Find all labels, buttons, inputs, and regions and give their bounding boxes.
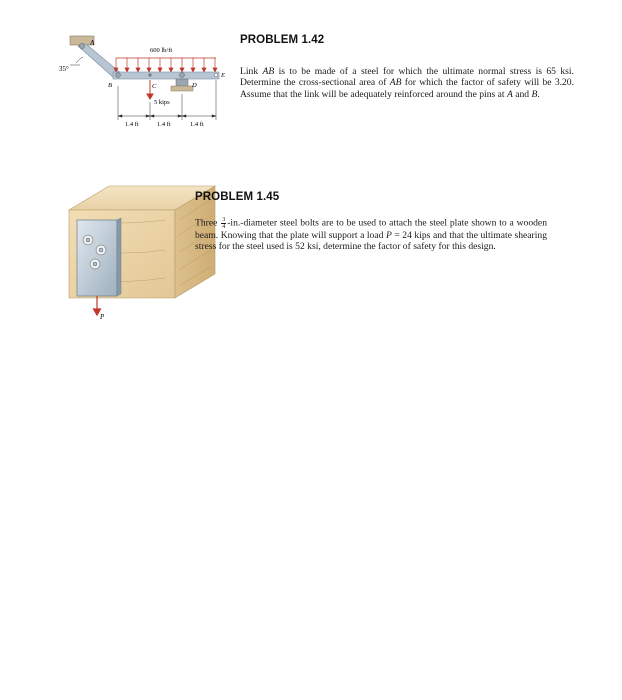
angle-label: 35°: [59, 65, 69, 73]
load-p-label: P: [100, 313, 105, 321]
angle-arc: [76, 57, 83, 63]
fraction-three-quarters: $\frac{3}{4}$: [222, 217, 226, 230]
beam-be: [113, 72, 219, 79]
point-load-label: 5 kips: [154, 99, 170, 106]
label-a: A: [90, 39, 95, 47]
problem-142-text: Link AB is to be made of a steel for which the ultimate normal stress is 65 ksi. Determine the cross-sectional area of AB for which the factor of safety will be 3.20. Assume that the link will be adequately reinforced around the pins at A and B.: [240, 66, 575, 100]
label-e: E: [221, 72, 225, 79]
dim-label-3: 1.4 ft: [190, 121, 204, 128]
figure-1-42: [0, 30, 230, 150]
problem-145-text: Three $\frac{3}{4}$ -in.-diameter steel bolts are to be used to attach the steel plate shown to a wooden beam. Knowing that the plate will support a load P = 24 kips and that the ultimate shearing stress for the steel used is 52 ksi, determine the factor of safety for this design.: [195, 217, 547, 253]
steel-plate: [77, 220, 117, 296]
label-d: D: [192, 82, 197, 89]
steel-plate-edge: [117, 218, 121, 296]
problem-145-title: PROBLEM 1.45: [195, 191, 280, 203]
point-e: [214, 73, 218, 77]
distributed-load-label: 600 lb/ft: [150, 47, 173, 54]
distributed-load-arrows: [114, 58, 217, 72]
dim-label-1: 1.4 ft: [125, 121, 139, 128]
dim-label-2: 1.4 ft: [157, 121, 171, 128]
label-c: C: [152, 83, 157, 90]
pin-a: [79, 43, 84, 48]
point-c: [148, 73, 151, 76]
problem-142-title: PROBLEM 1.42: [240, 34, 325, 46]
label-b: B: [108, 82, 112, 89]
pin-b: [116, 73, 121, 78]
